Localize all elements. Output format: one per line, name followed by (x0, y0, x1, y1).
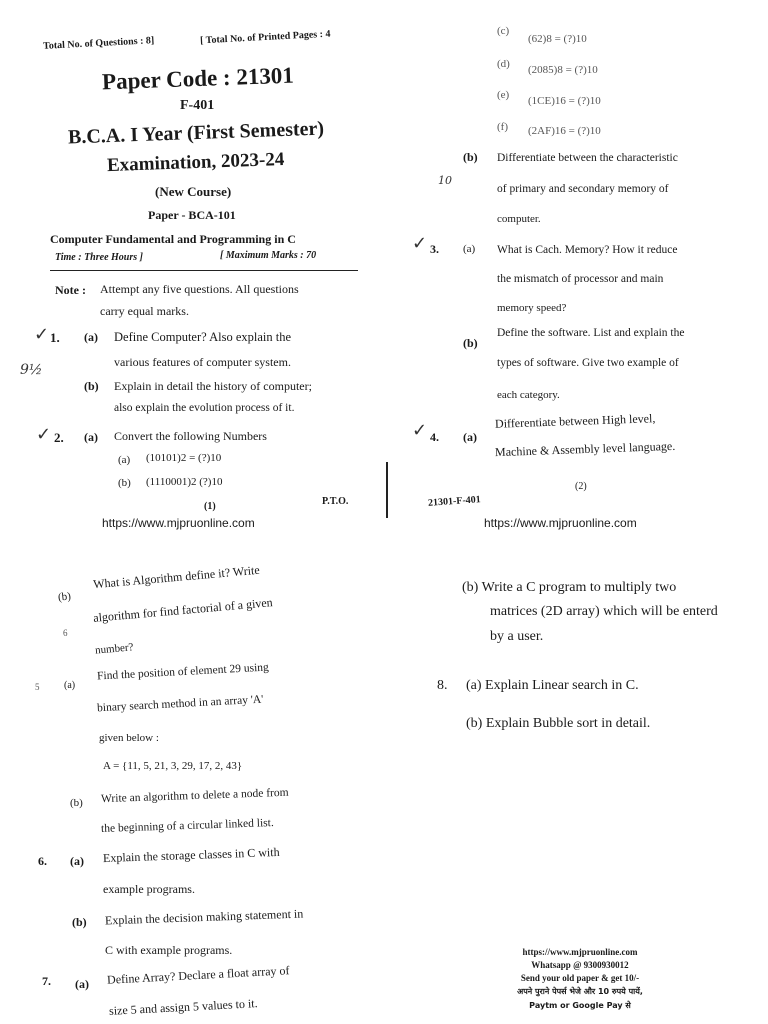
paper-number: Paper - BCA-101 (148, 208, 236, 222)
total-pages: [ Total No. of Printed Pages : 4 (199, 28, 331, 47)
promo-hindi: अपने पुराने पेपर्स भेजे और 10 रुपये पायें, (517, 987, 643, 996)
q5b-line-1: Write an algorithm to delete a node from (100, 786, 289, 806)
q3-number: 3. (430, 242, 439, 256)
q7b-line-2: matrices (2D array) which will be enterd (490, 604, 718, 619)
tick-mark-icon: ✓ (36, 424, 52, 445)
q5a-line-2: binary search method in an array 'A' (96, 693, 264, 715)
q7a-line-1: Define Array? Declare a float array of (106, 963, 290, 987)
note-text-2: carry equal marks. (100, 304, 189, 318)
q6b-line-1: Explain the decision making statement in (104, 906, 304, 928)
tick-mark-icon: ✓ (34, 324, 50, 345)
promo-send: Send your old paper & get 10/- (520, 973, 640, 983)
time-label: Time : Three Hours ] (55, 252, 143, 263)
q1-number: 1. (50, 330, 60, 345)
q3b-line-1: Define the software. List and explain the (497, 327, 685, 339)
q1a-label: (a) (84, 330, 98, 344)
paper-subcode: F-401 (180, 98, 215, 113)
promo-url[interactable]: https://www.mjpruonline.com (522, 947, 638, 957)
q7a-label: (a) (75, 977, 89, 991)
q4b-line-3: number? (94, 641, 134, 657)
q4a-label: (a) (463, 430, 477, 444)
q2a-item-f: (2AF)16 = (?)10 (528, 125, 601, 137)
pto-label: P.T.O. (322, 496, 349, 507)
q8b-text: (b) Explain Bubble sort in detail. (466, 716, 651, 731)
q6-number: 6. (38, 854, 47, 868)
q1b-label: (b) (84, 379, 99, 393)
q3b-line-2: types of software. Give two example of (497, 357, 679, 369)
q2a-item-d: (2085)8 = (?)10 (528, 64, 598, 76)
margin-note: 9½ (20, 362, 43, 378)
q2a-label: (a) (84, 430, 98, 444)
margin-note: 6 (63, 628, 68, 638)
q1a-line-2: various features of computer system. (114, 355, 291, 369)
exam-title: Examination, 2023-24 (106, 148, 285, 177)
q2a-item-e: (1CE)16 = (?)10 (528, 95, 601, 107)
q6a-line-2: example programs. (103, 882, 195, 896)
note-text: Attempt any five questions. All questions (100, 282, 299, 296)
q2a-item-a: (10101)2 = (?)10 (146, 452, 222, 464)
q6a-label: (a) (70, 854, 84, 868)
q1b-line-2: also explain the evolution process of it. (114, 402, 295, 414)
q3a-line-2: the mismatch of processor and main (497, 273, 664, 285)
q4-number: 4. (430, 430, 439, 444)
q2a-line-1: Convert the following Numbers (114, 429, 267, 443)
q4a-line-2: Machine & Assembly level language. (494, 438, 676, 460)
margin-note: 10 (438, 174, 452, 187)
q5a-line-1: Find the position of element 29 using (96, 661, 270, 683)
total-questions: Total No. of Questions : 8] (42, 35, 155, 52)
new-course: (New Course) (155, 184, 232, 199)
promo-block (480, 946, 680, 1013)
q3a-line-3: memory speed? (497, 302, 567, 314)
q2a-item-b-label: (b) (118, 477, 131, 489)
margin-note: 5 (35, 682, 40, 692)
page-number: (1) (204, 501, 216, 512)
q1b-line-1: Explain in detail the history of computer; (114, 379, 312, 393)
source-url[interactable]: https://www.mjpruonline.com (484, 516, 637, 530)
q7a-line-2: size 5 and assign 5 values to it. (108, 996, 258, 1018)
page-number: (2) (575, 481, 587, 492)
q4b-label: (b) (57, 590, 72, 604)
q2b-label: (b) (463, 150, 478, 164)
q2-number: 2. (54, 430, 64, 445)
q8-number: 8. (437, 678, 448, 693)
q2a-item-c: (62)8 = (?)10 (528, 33, 587, 45)
q1a-line-1: Define Computer? Also explain the (114, 330, 292, 344)
q4a-line-1: Differentiate between High level, (494, 411, 656, 431)
q5b-line-2: the beginning of a circular linked list. (100, 816, 274, 836)
q8a-text: (a) Explain Linear search in C. (466, 678, 639, 693)
q7-number: 7. (42, 974, 51, 988)
q7b-line-3: by a user. (490, 629, 544, 644)
q2b-line-2: of primary and secondary memory of (497, 183, 669, 195)
q5a-label: (a) (64, 680, 76, 691)
q2b-line-3: computer. (497, 213, 541, 225)
q6a-line-1: Explain the storage classes in C with (102, 844, 280, 866)
note-label: Note : (55, 283, 86, 297)
paper-code: Paper Code : 21301 (101, 62, 295, 95)
q5a-array: A = {11, 5, 21, 3, 29, 17, 2, 43} (103, 760, 243, 772)
promo-whatsapp: Whatsapp @ 9300930012 (531, 960, 629, 970)
q2a-item-f-label: (f) (497, 121, 508, 133)
subject-title: Computer Fundamental and Programming in C (50, 232, 296, 246)
page-divider (386, 462, 388, 518)
footer-code: 21301-F-401 (427, 494, 482, 509)
q2b-line-1: Differentiate between the characteristic (497, 152, 678, 164)
course-title: B.C.A. I Year (First Semester) (67, 117, 325, 149)
q2a-item-d-label: (d) (497, 58, 510, 70)
q3b-line-3: each category. (497, 389, 560, 401)
marks-label: [ Maximum Marks : 70 (220, 250, 317, 261)
q2a-item-a-label: (a) (118, 454, 131, 466)
tick-mark-icon: ✓ (412, 420, 428, 441)
q6b-label: (b) (72, 915, 87, 929)
q4b-line-1: What is Algorithm define it? Write (92, 562, 261, 592)
header-divider (50, 270, 358, 271)
q5a-line-3: given below : (99, 732, 159, 744)
q3a-line-1: What is Cach. Memory? How it reduce (497, 244, 678, 256)
q2a-item-c-label: (c) (497, 25, 510, 37)
q2a-item-e-label: (e) (497, 89, 510, 101)
source-url[interactable]: https://www.mjpruonline.com (102, 516, 255, 530)
tick-mark-icon: ✓ (412, 233, 428, 254)
q3b-label: (b) (463, 336, 478, 350)
q5b-label: (b) (70, 797, 83, 809)
q2a-item-b: (1110001)2 (?)10 (146, 476, 223, 488)
q4b-line-2: algorithm for find factorial of a given (92, 595, 274, 625)
q3a-label: (a) (463, 243, 476, 255)
q6b-line-2: C with example programs. (105, 943, 233, 957)
promo-pay: Paytm or Google Pay से (529, 1001, 631, 1010)
q7b-line-1: (b) Write a C program to multiply two (462, 580, 677, 595)
